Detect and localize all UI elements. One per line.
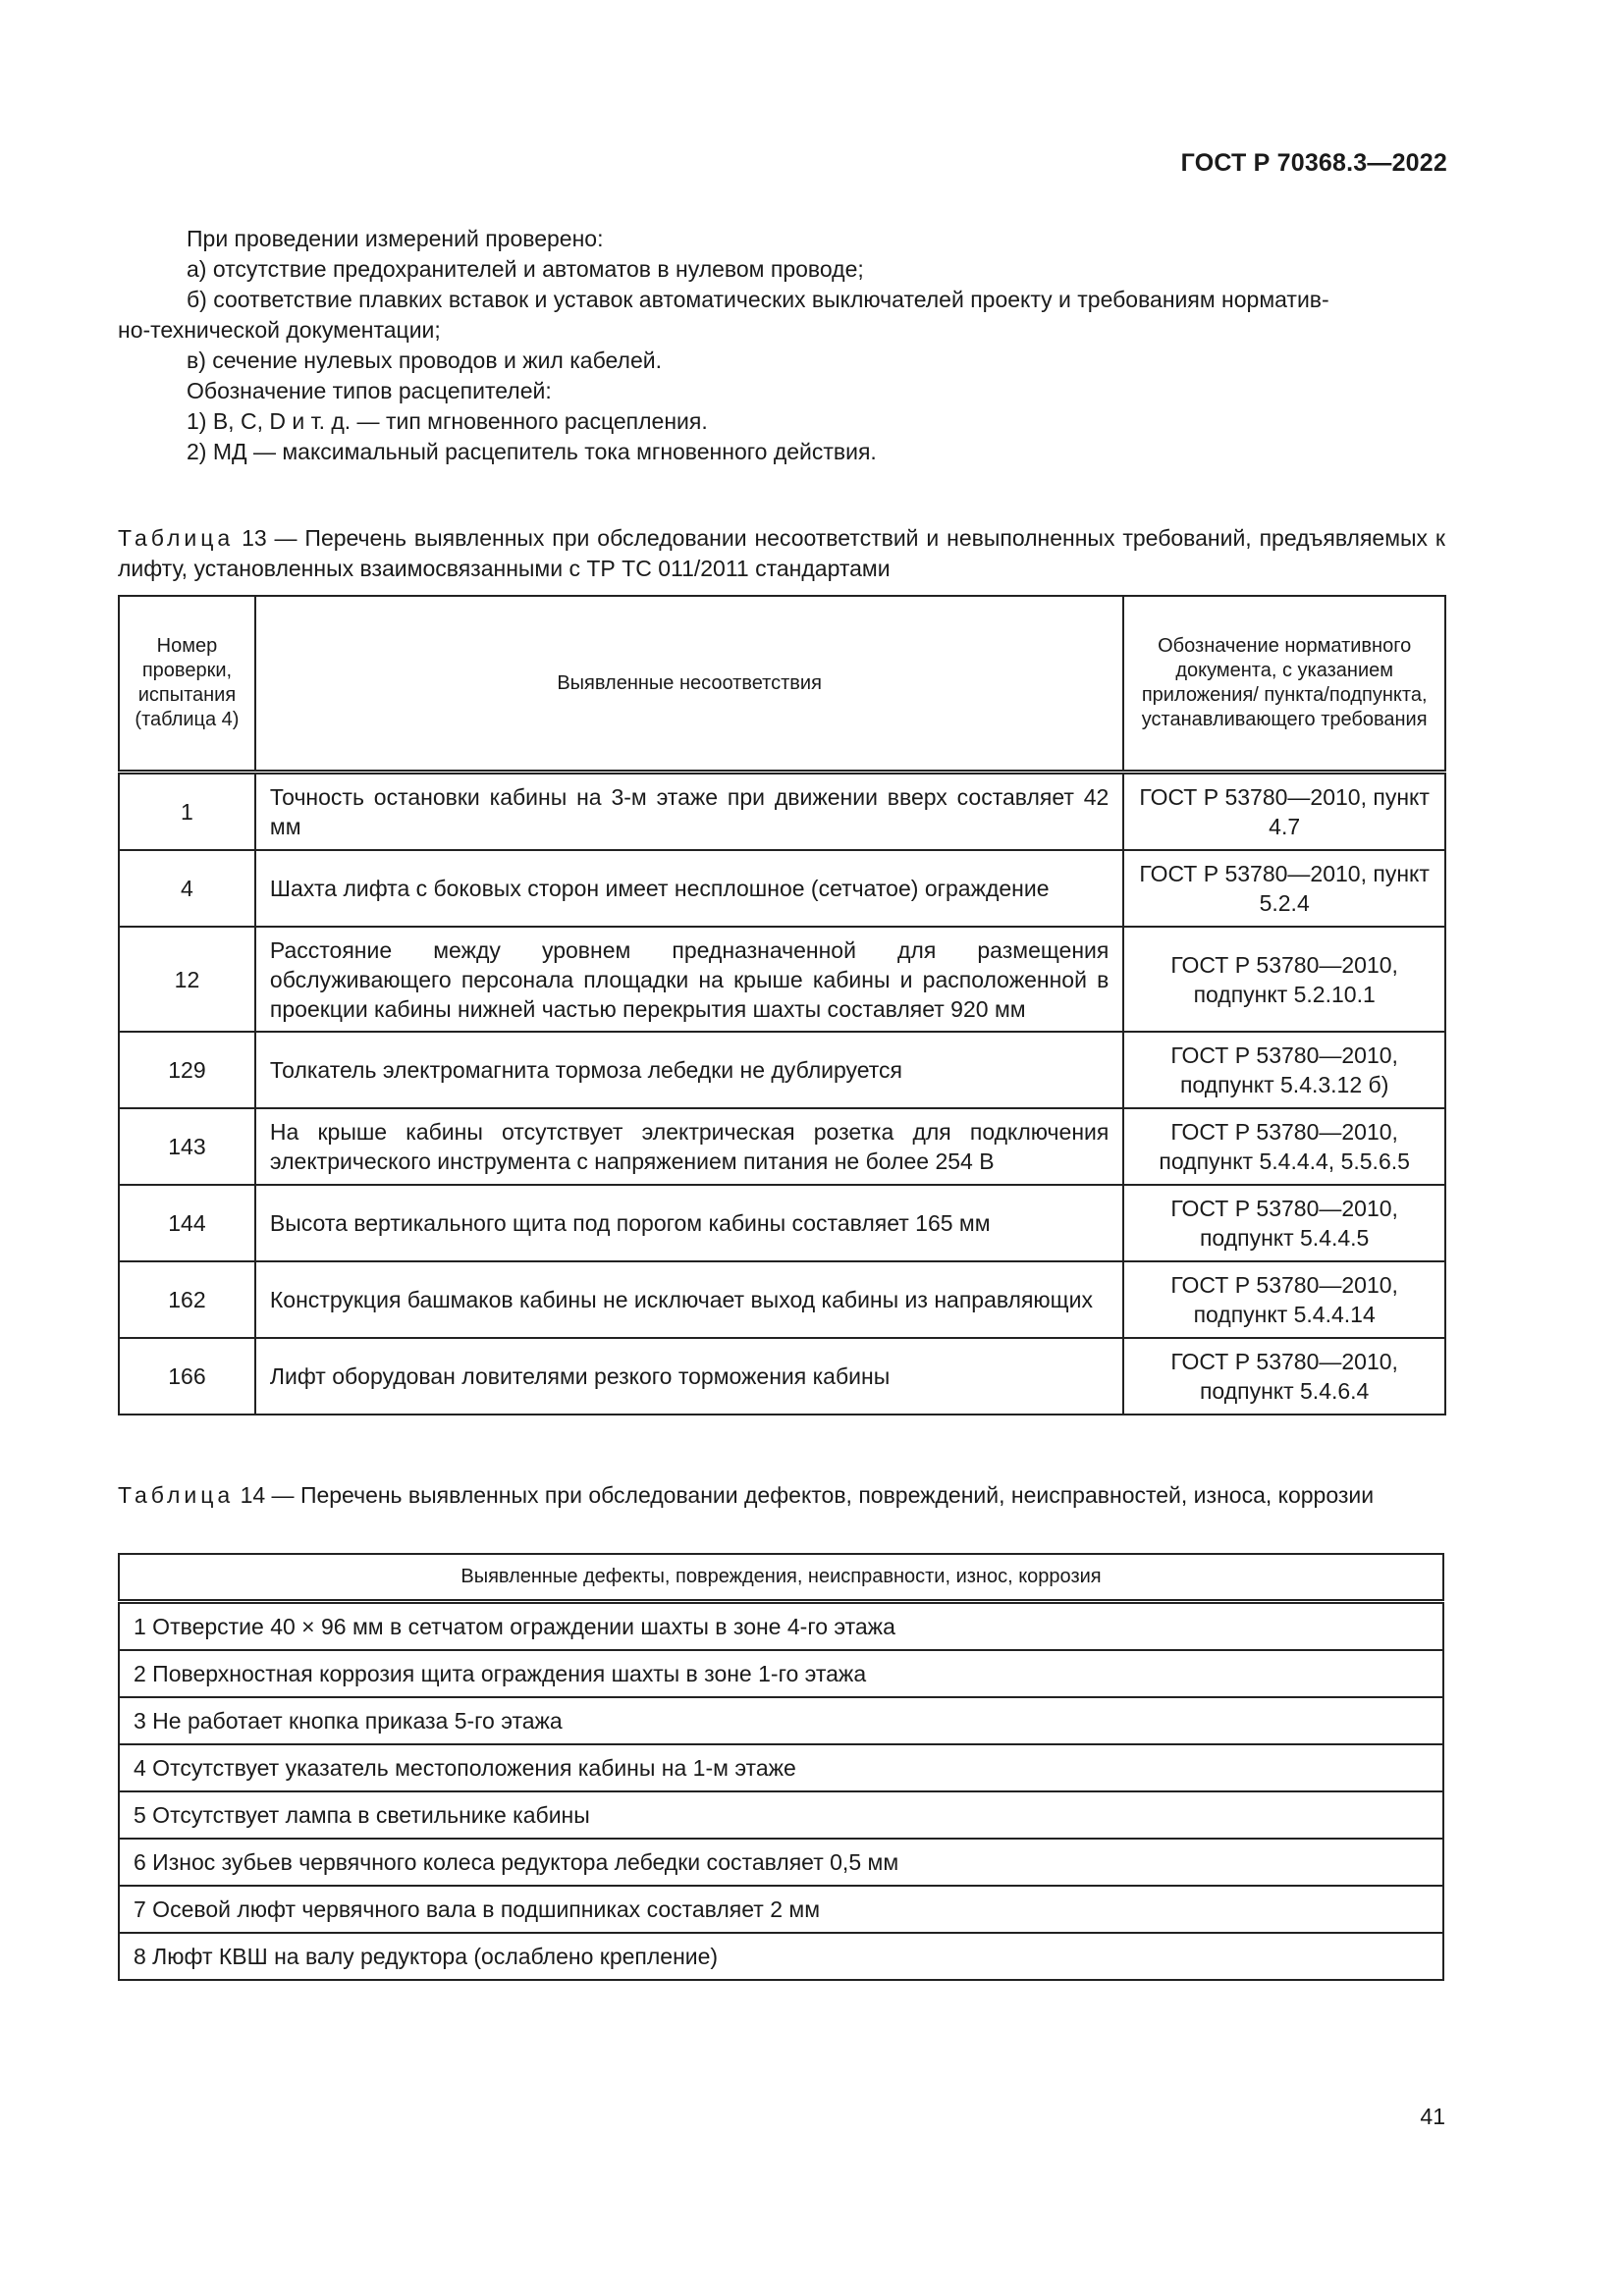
nonconformity-cell: Расстояние между уровнем предназначенной для размещения обслуживающего персонала площадки на крыше кабины и расположенной в проекции кабины нижней частью перекрытия шахты составляет 920 мм: [255, 927, 1123, 1032]
intro-text: [118, 224, 1445, 467]
intro-line: в) сечение нулевых проводов и жил кабелей.: [187, 347, 662, 373]
caption-text: 14 — Перечень выявленных при обследовании дефектов, повреждений, неисправностей, износа, коррозии: [234, 1482, 1375, 1508]
check-number-cell: 166: [119, 1338, 255, 1415]
document-cell: ГОСТ Р 53780—2010, подпункт 5.4.4.5: [1123, 1185, 1445, 1261]
nonconformity-cell: Лифт оборудован ловителями резкого торможения кабины: [255, 1338, 1123, 1415]
table-row: [119, 1933, 1443, 1980]
caption-label: Таблица: [118, 1482, 235, 1508]
nonconformity-cell: Конструкция башмаков кабины не исключает выход кабины из направляющих: [255, 1261, 1123, 1338]
caption-text: 13 — Перечень выявленных при обследовании несоответствий и невыполненных требований, предъявляемых к лифту, установленных взаимосвязанными с ТР ТС 011/2011 стандартами: [118, 525, 1445, 581]
table-14: [118, 1553, 1444, 1981]
check-number-cell: 4: [119, 850, 255, 927]
nonconformity-cell: Высота вертикального щита под порогом кабины составляет 165 мм: [255, 1185, 1123, 1261]
table-13: [118, 595, 1446, 1415]
table-row: [119, 1839, 1443, 1886]
table-row: [119, 1032, 1445, 1108]
intro-line: Обозначение типов расцепителей:: [187, 378, 552, 403]
intro-line: 2) МД — максимальный расцепитель тока мгновенного действия.: [187, 439, 877, 464]
table-row: [119, 1261, 1445, 1338]
table-row: [119, 1697, 1443, 1744]
table-row: [119, 1108, 1445, 1185]
column-header-defects: Выявленные дефекты, повреждения, неисправности, износ, коррозия: [119, 1554, 1443, 1602]
intro-line: При проведении измерений проверено:: [187, 226, 604, 251]
nonconformity-cell: На крыше кабины отсутствует электрическая розетка для подключения электрического инструмента с напряжением питания не более 254 В: [255, 1108, 1123, 1185]
caption-label: Таблица: [118, 525, 235, 551]
table13-caption: [118, 523, 1445, 584]
intro-line: 1) В, С, D и т. д. — тип мгновенного расцепления.: [187, 408, 708, 434]
table-row: [119, 1744, 1443, 1791]
check-number-cell: 1: [119, 773, 255, 851]
table-header-row: [119, 1554, 1443, 1602]
defect-cell: 8 Люфт КВШ на валу редуктора (ослаблено крепление): [119, 1933, 1443, 1980]
document-cell: ГОСТ Р 53780—2010, подпункт 5.4.4.4, 5.5.6.5: [1123, 1108, 1445, 1185]
defect-cell: 7 Осевой люфт червячного вала в подшипниках составляет 2 мм: [119, 1886, 1443, 1933]
table-row: [119, 1886, 1443, 1933]
nonconformity-cell: Точность остановки кабины на 3-м этаже при движении вверх составляет 42 мм: [255, 773, 1123, 851]
intro-line: б) соответствие плавких вставок и уставок автоматических выключателей проекту и требованиям норматив-: [187, 287, 1329, 312]
check-number-cell: 162: [119, 1261, 255, 1338]
defect-cell: 5 Отсутствует лампа в светильнике кабины: [119, 1791, 1443, 1839]
defect-cell: 2 Поверхностная коррозия щита ограждения шахты в зоне 1-го этажа: [119, 1650, 1443, 1697]
table-row: [119, 1791, 1443, 1839]
table-row: [119, 927, 1445, 1032]
document-cell: ГОСТ Р 53780—2010, пункт 4.7: [1123, 773, 1445, 851]
document-cell: ГОСТ Р 53780—2010, подпункт 5.4.3.12 б): [1123, 1032, 1445, 1108]
table-row: [119, 1650, 1443, 1697]
document-cell: ГОСТ Р 53780—2010, пункт 5.2.4: [1123, 850, 1445, 927]
table-header-row: [119, 596, 1445, 773]
table-row: [119, 1185, 1445, 1261]
table-row: [119, 850, 1445, 927]
column-header-nonconformities: Выявленные несоответствия: [255, 596, 1123, 773]
table-row: [119, 773, 1445, 851]
intro-line: но-технической документации;: [118, 317, 441, 343]
check-number-cell: 143: [119, 1108, 255, 1185]
document-cell: ГОСТ Р 53780—2010, подпункт 5.4.4.14: [1123, 1261, 1445, 1338]
column-header-check-number: Номер проверки, испытания (таблица 4): [119, 596, 255, 773]
document-cell: ГОСТ Р 53780—2010, подпункт 5.2.10.1: [1123, 927, 1445, 1032]
document-code: ГОСТ Р 70368.3—2022: [1180, 149, 1447, 177]
table-row: [119, 1602, 1443, 1651]
defect-cell: 1 Отверстие 40 × 96 мм в сетчатом ограждении шахты в зоне 4-го этажа: [119, 1602, 1443, 1651]
check-number-cell: 129: [119, 1032, 255, 1108]
table-row: [119, 1338, 1445, 1415]
intro-line: а) отсутствие предохранителей и автоматов в нулевом проводе;: [187, 256, 864, 282]
column-header-normative-document: Обозначение нормативного документа, с указанием приложения/ пункта/подпункта, устанавливающего требования: [1123, 596, 1445, 773]
document-cell: ГОСТ Р 53780—2010, подпункт 5.4.6.4: [1123, 1338, 1445, 1415]
check-number-cell: 12: [119, 927, 255, 1032]
page-number: 41: [1420, 2104, 1445, 2129]
defect-cell: 4 Отсутствует указатель местоположения кабины на 1-м этаже: [119, 1744, 1443, 1791]
check-number-cell: 144: [119, 1185, 255, 1261]
nonconformity-cell: Шахта лифта с боковых сторон имеет несплошное (сетчатое) ограждение: [255, 850, 1123, 927]
table14-caption: [118, 1480, 1445, 1511]
defect-cell: 3 Не работает кнопка приказа 5-го этажа: [119, 1697, 1443, 1744]
defect-cell: 6 Износ зубьев червячного колеса редуктора лебедки составляет 0,5 мм: [119, 1839, 1443, 1886]
nonconformity-cell: Толкатель электромагнита тормоза лебедки не дублируется: [255, 1032, 1123, 1108]
